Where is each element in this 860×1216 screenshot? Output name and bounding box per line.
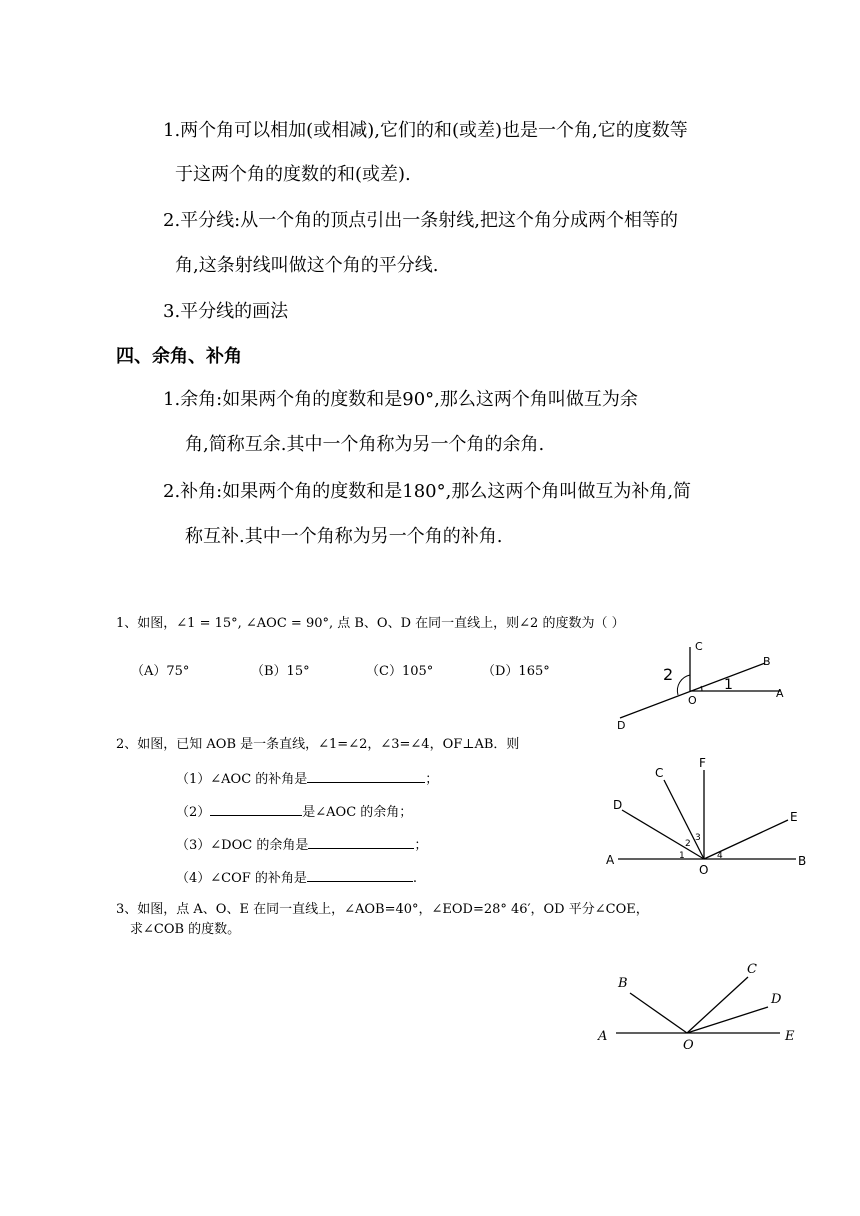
q1-label-c: C [695, 640, 703, 653]
section4-item1-line1: 1.余角:如果两个角的度数和是90°,那么这两个角叫做互为余 [163, 389, 638, 410]
q2-sub2-label: （2） [176, 805, 211, 820]
q3-label-e: E [785, 1029, 795, 1044]
q1-label-d: D [617, 719, 626, 732]
q2-sub1-end: ； [425, 772, 439, 787]
q2-sub3-end: ； [414, 838, 428, 853]
q2-label-a: A [606, 853, 615, 867]
q3-ray-ob [630, 993, 687, 1033]
q1-text: 1、如图，∠1 = 15°, ∠AOC = 90°, 点 B、O、D 在同一直线上，则∠2 的度数为（ ） [116, 616, 625, 631]
q2-label-3: 3 [695, 833, 701, 843]
q1-label-o: O [688, 694, 697, 707]
section4-heading: 四、余角、补角 [116, 346, 242, 367]
q2-label-4: 4 [717, 851, 723, 861]
q2-sub2-blank[interactable] [210, 801, 302, 816]
q1-option-b: （B）15° [251, 664, 310, 679]
q2-sub2 [176, 801, 412, 820]
q3-text-line2: 求∠COB 的度数。 [130, 922, 241, 937]
section4-item2-line2: 称互补.其中一个角称为另一个角的补角. [185, 526, 503, 547]
q2-sub4-blank[interactable] [307, 867, 413, 882]
q2-text: 2、如图，已知 AOB 是一条直线，∠1=∠2，∠3=∠4，OF⊥AB．则 [116, 737, 520, 752]
q2-label-c: C [655, 766, 664, 780]
q1-option-c: （C）105° [366, 664, 434, 679]
q3-label-o: O [683, 1038, 694, 1053]
q3-ray-od [687, 1007, 768, 1033]
q3-label-d: D [771, 992, 782, 1007]
section3-item3: 3.平分线的画法 [163, 301, 289, 322]
q2-label-b: B [798, 854, 807, 868]
q2-sub3 [176, 834, 427, 853]
q2-label-1: 1 [679, 851, 685, 861]
q2-sub1-label: （1）∠AOC 的补角是 [176, 772, 308, 787]
q3-ray-oc [687, 977, 748, 1033]
q3-label-b: B [618, 976, 628, 991]
section4-item1-line2: 角,简称互余.其中一个角称为另一个角的余角. [185, 434, 545, 455]
q2-label-o: O [699, 863, 709, 877]
q2-sub1-blank[interactable] [307, 768, 425, 783]
q2-label-f: F [699, 756, 706, 770]
q2-label-2: 2 [685, 839, 691, 849]
q2-label-d: D [613, 798, 623, 812]
q3-text-line1: 3、如图，点 A、O、E 在同一直线上，∠AOB=40°，∠EOD=28° 46′，OD 平分∠COE， [116, 902, 649, 917]
q2-figure [598, 752, 813, 877]
q1-label-a: A [776, 687, 784, 700]
q2-sub3-blank[interactable] [308, 834, 414, 849]
section4-item2-line1: 2.补角:如果两个角的度数和是180°,那么这两个角叫做互为补角,简 [163, 481, 692, 502]
q2-sub4 [176, 867, 417, 886]
q2-sub4-label: （4）∠COF 的补角是 [176, 871, 307, 886]
q2-sub3-label: （3）∠DOC 的余角是 [176, 838, 309, 853]
q3-figure [592, 955, 807, 1055]
section3-item2-line1: 2.平分线:从一个角的顶点引出一条射线,把这个角分成两个相等的 [163, 210, 678, 231]
section3-item2-line2: 角,这条射线叫做这个角的平分线. [175, 255, 439, 276]
q1-label-2: 2 [663, 665, 674, 684]
q3-label-a: A [598, 1029, 608, 1044]
q1-label-b: B [763, 655, 771, 668]
q2-label-e: E [790, 810, 798, 824]
q2-sub1 [176, 768, 438, 787]
q1-option-d: （D）165° [482, 664, 550, 679]
q1-label-1: 1 [724, 677, 733, 693]
q2-sub2-end: 是∠AOC 的余角； [302, 805, 413, 820]
section3-item1-line1: 1.两个角可以相加(或相减),它们的和(或差)也是一个角,它的度数等 [163, 120, 688, 141]
section3-item1-line2: 于这两个角的度数的和(或差). [175, 164, 411, 185]
q1-figure [600, 635, 800, 735]
q3-label-c: C [747, 962, 757, 977]
q1-option-a: （A）75° [131, 664, 190, 679]
q2-sub4-end: . [412, 871, 418, 886]
